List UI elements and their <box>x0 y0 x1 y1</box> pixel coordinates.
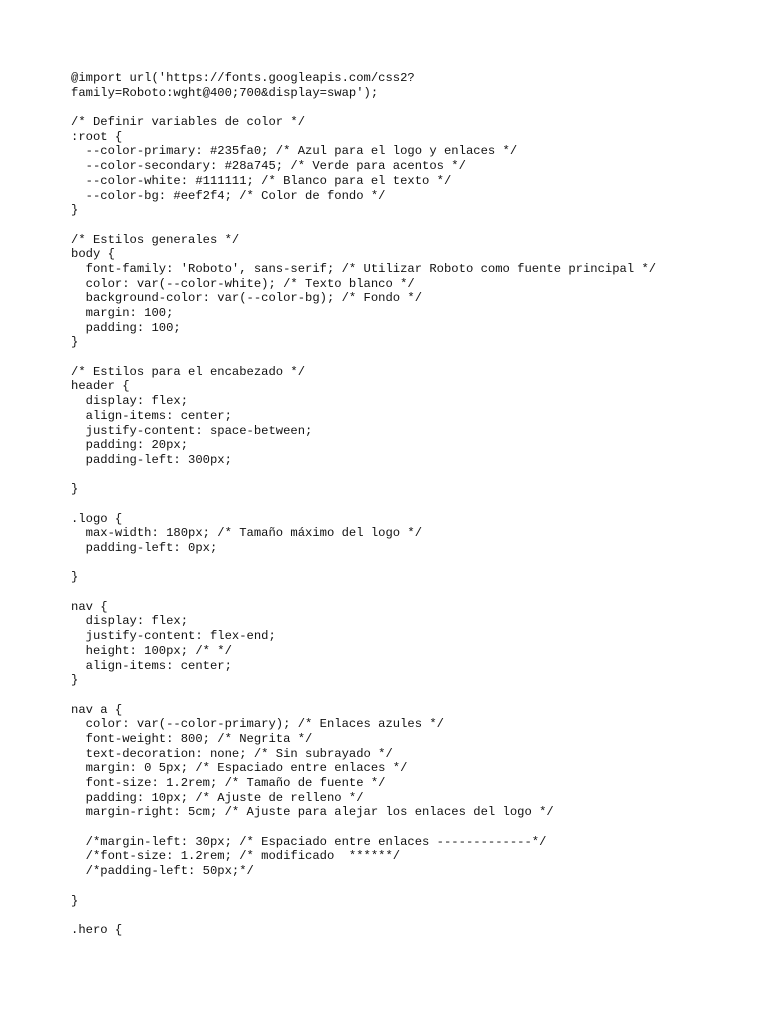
code-line: :root { <box>71 129 123 144</box>
code-line: } <box>71 673 79 688</box>
code-line: margin: 0 5px; /* Espaciado entre enlaces */ <box>71 761 408 776</box>
code-line: font-size: 1.2rem; /* Tamaño de fuente */ <box>71 776 386 790</box>
code-line <box>71 218 656 233</box>
code-line: .hero { <box>71 922 123 937</box>
code-line: color: var(--color-primary); /* Enlaces azules */ <box>71 717 444 732</box>
code-line: } <box>71 335 79 350</box>
code-line: color: var(--color-white); /* Texto blanco */ <box>71 276 415 291</box>
code-line: font-weight: 800; /* Negrita */ <box>71 731 313 746</box>
code-line: display: flex; <box>71 394 189 409</box>
code-line <box>71 468 656 483</box>
code-line: height: 100px; /* */ <box>71 643 232 658</box>
code-line <box>71 585 656 600</box>
code-line: nav a { <box>71 702 123 717</box>
code-line: body { <box>71 247 115 262</box>
code-line: family=Roboto:wght@400;700&display=swap'); <box>71 85 379 100</box>
code-line: nav { <box>71 599 108 614</box>
code-line: --color-bg: #eef2f4; /* Color de fondo */ <box>71 188 386 203</box>
code-line <box>71 350 656 365</box>
code-line <box>71 688 656 703</box>
code-line: /* Estilos generales */ <box>71 232 240 247</box>
code-line: display: flex; <box>71 614 189 629</box>
code-line: /*padding-left: 50px;*/ <box>71 864 254 879</box>
code-line: padding: 10px; /* Ajuste de relleno */ <box>71 790 364 805</box>
code-line: align-items: center; <box>71 408 232 423</box>
code-line: font-family: 'Roboto', sans-serif; /* Utilizar Roboto como fuente principal */ <box>71 261 657 276</box>
code-line <box>71 908 656 923</box>
code-line: } <box>71 893 79 908</box>
code-line: margin-right: 5cm; /* Ajuste para alejar los enlaces del logo */ <box>71 805 554 820</box>
code-line: /*font-size: 1.2rem; /* modificado ******/ <box>71 849 401 864</box>
code-line: padding-left: 0px; <box>71 541 218 555</box>
code-line: justify-content: flex-end; <box>71 629 276 644</box>
code-line: } <box>71 570 79 585</box>
code-line: /*margin-left: 30px; /* Espaciado entre enlaces -------------*/ <box>71 834 547 849</box>
code-line: .logo { <box>71 511 123 526</box>
code-line <box>71 100 656 115</box>
css-code-block <box>71 71 656 938</box>
code-line: } <box>71 482 79 497</box>
code-line: padding: 20px; <box>71 438 189 453</box>
code-line: margin: 100; <box>71 306 174 320</box>
code-line: padding-left: 300px; <box>71 452 232 467</box>
code-line: @import url('https://fonts.googleapis.com/css2? <box>71 71 415 85</box>
code-line: --color-primary: #235fa0; /* Azul para el logo y enlaces */ <box>71 144 518 159</box>
code-line <box>71 820 656 835</box>
code-line: /* Definir variables de color */ <box>71 115 306 130</box>
code-line: max-width: 180px; /* Tamaño máximo del logo */ <box>71 526 423 541</box>
code-line <box>71 497 656 512</box>
code-line: align-items: center; <box>71 658 232 673</box>
code-line: /* Estilos para el encabezado */ <box>71 364 306 379</box>
code-line: --color-white: #111111; /* Blanco para el texto */ <box>71 173 452 188</box>
code-line <box>71 879 656 894</box>
code-line: justify-content: space-between; <box>71 423 313 438</box>
code-line: --color-secondary: #28a745; /* Verde para acentos */ <box>71 159 466 174</box>
code-line <box>71 556 656 571</box>
code-line: padding: 100; <box>71 320 181 335</box>
code-line: background-color: var(--color-bg); /* Fondo */ <box>71 291 423 306</box>
code-line: header { <box>71 379 130 394</box>
code-line: } <box>71 203 79 218</box>
code-line: text-decoration: none; /* Sin subrayado */ <box>71 746 393 761</box>
